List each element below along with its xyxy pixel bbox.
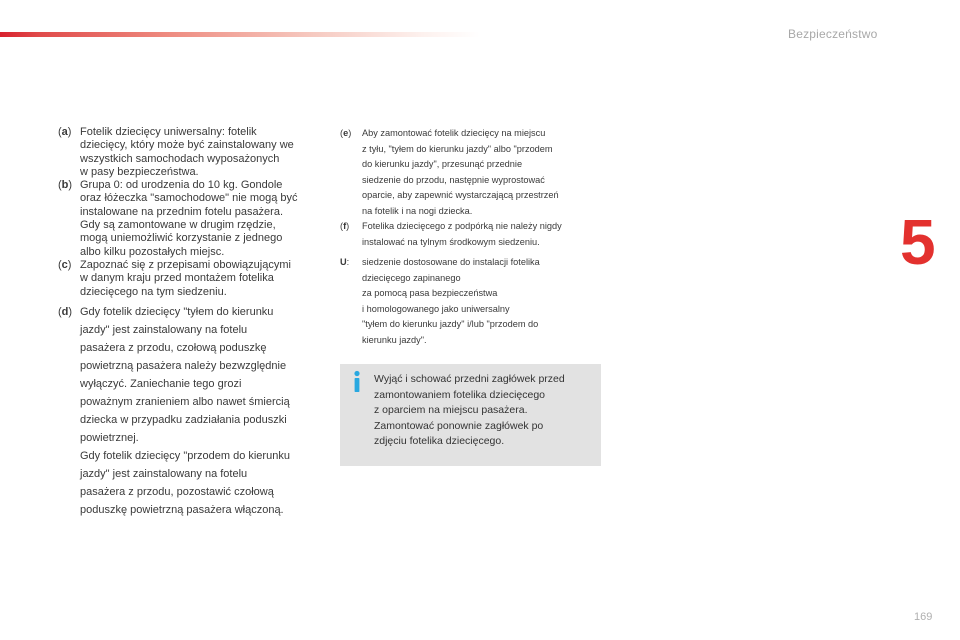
page-number: 169 bbox=[914, 611, 933, 623]
definition-key: U: bbox=[340, 257, 350, 267]
definition-item-u bbox=[340, 255, 605, 348]
definition-key: (f) bbox=[340, 221, 350, 231]
definition-text: Grupa 0: od urodzenia do 10 kg. Gondole oraz łóżeczka "samochodowe" nie mogą być instalowane na przednim fotelu pasażera. Gdy są zamontowane w drugim rzędzie, mogą uniemożliwić korzystanie z jednego albo kilku pozostałych miejsc. bbox=[80, 179, 298, 258]
definition-item-e bbox=[340, 126, 605, 219]
definition-key: (d) bbox=[58, 305, 73, 318]
chapter-number: 5 bbox=[900, 206, 936, 278]
definition-key: (c) bbox=[58, 258, 72, 271]
definition-item-c bbox=[58, 259, 328, 299]
definition-item-b bbox=[58, 179, 328, 259]
definition-text: siedzenie dostosowane do instalacji fotelika dziecięcego zapinanego za pomocą pasa bezpieczeństwa i homologowanego jako uniwersalny "tyłem do kierunku jazdy" i/lub "przodem do kierunku jazdy". bbox=[362, 257, 540, 345]
info-text: Wyjąć i schować przedni zagłówek przed zamontowaniem fotelika dziecięcego z oparciem na miejscu pasażera. Zamontować ponownie zagłówek po zdjęciu fotelika dziecięcego. bbox=[374, 373, 565, 447]
definition-text: Fotelika dziecięcego z podpórką nie należy nigdy instalować na tylnym środkowym siedzeniu. bbox=[362, 221, 562, 247]
definition-item-d bbox=[58, 303, 328, 519]
definition-text: Fotelik dziecięcy uniwersalny: fotelik dziecięcy, który może być zainstalowany we wszystkich samochodach wyposażonych w pasy bezpieczeństwa. bbox=[80, 126, 294, 178]
definition-text: Aby zamontować fotelik dziecięcy na miejscu z tyłu, "tyłem do kierunku jazdy" albo "przodem do kierunku jazdy", przesunąć przednie siedzenie do przodu, następnie wyprostować oparcie, aby zapewnić wystarczającą przestrzeń na fotelik i na nogi dziecka. bbox=[362, 128, 559, 216]
definition-text: Gdy fotelik dziecięcy "tyłem do kierunku jazdy" jest zainstalowany na fotelu pasażera z przodu, czołową poduszkę powietrzną pasażera należy bezwzględnie wyłączyć. Zaniechanie tego grozi poważnym zranieniem albo nawet śmiercią dziecka w przypadku zadziałania poduszki powietrznej. Gdy fotelik dziecięcy "przodem do kierunku jazdy" jest zainstalowany na fotelu pasażera z przodu, pozostawić czołową poduszkę powietrzną pasażera włączoną. bbox=[80, 305, 290, 516]
right-column bbox=[340, 126, 605, 348]
definition-key: (a) bbox=[58, 126, 72, 138]
definition-text: Zapoznać się z przepisami obowiązującymi w danym kraju przed montażem fotelika dziecięcego na tym siedzeniu. bbox=[80, 258, 291, 298]
section-title: Bezpieczeństwo bbox=[788, 27, 878, 41]
left-column bbox=[58, 126, 328, 519]
header-accent-bar bbox=[0, 32, 480, 37]
definition-d-block bbox=[58, 303, 328, 519]
info-box bbox=[340, 364, 601, 466]
info-icon bbox=[350, 370, 364, 394]
definition-item-f bbox=[340, 219, 605, 250]
definitions-ef bbox=[340, 126, 605, 348]
definitions-abc bbox=[58, 126, 328, 299]
definition-key: (e) bbox=[340, 128, 352, 138]
definition-item-a bbox=[58, 126, 328, 179]
definition-key: (b) bbox=[58, 179, 73, 192]
